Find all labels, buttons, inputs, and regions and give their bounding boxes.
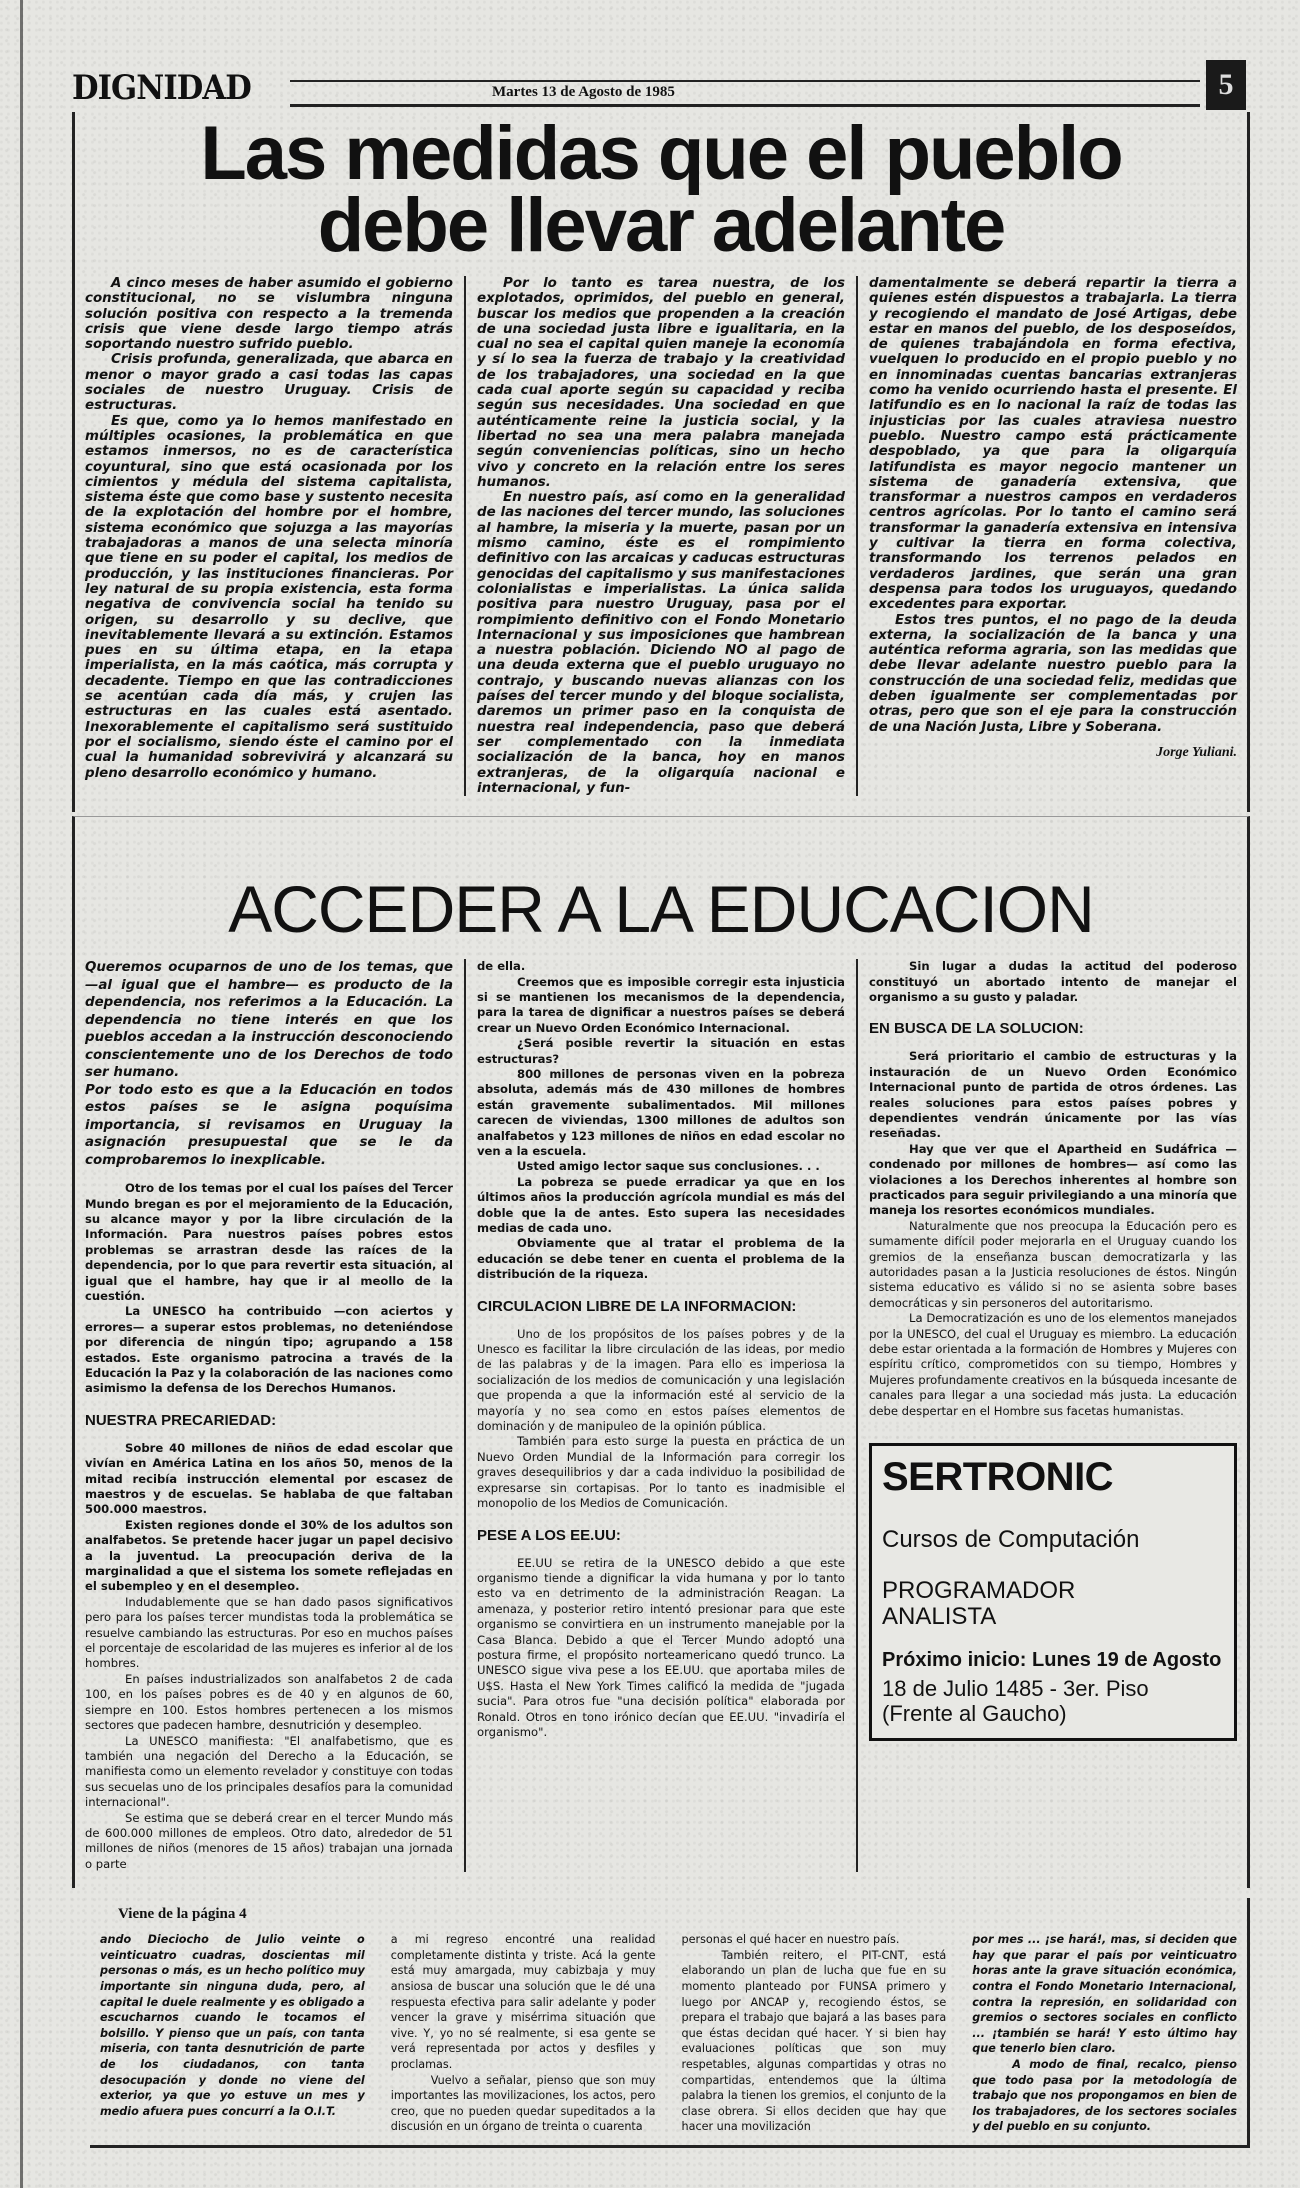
paragraph: Uno de los propósitos de los países pobres y de la Unesco es facilitar la libre circulación de las ideas, por medio de las palabras y de la imagen. Para ello es imperiosa la socialización de los medios de comunicación y una legislación que propenda a que la información esté al servicio de la mayoría y no sea como en estos países elementos de dominación y de manipuleo de la opinión pública. [477, 1326, 845, 1434]
article2-column-3 [856, 959, 1237, 1872]
paragraph: Otro de los temas por el cual los países del Tercer Mundo bregan es por el mejoramiento de la Educación, su alcance mayor y por la libre circulación de la Información. Para nuestros países pobres estos problemas se arrastran desde las raíces de la dependencia, por lo que para revertir esta situación, al igual que el hambre, hay que ir al meollo de la cuestión. [85, 1181, 453, 1303]
sertronic-advertisement [869, 1443, 1237, 1741]
paragraph: La UNESCO manifiesta: "El analfabetismo, que es también una negación del Derecho a la Educación, se manifiesta como un elemento revelador y constituye con todas sus secuelas uno de los principales desafíos para la comunidad internacional". [85, 1733, 454, 1810]
section-subhead: PESE A LOS EE.UU: [477, 1526, 621, 1544]
continuation-columns [100, 1932, 1237, 2135]
paragraph: Por lo tanto es tarea nuestra, de los explotados, oprimidos, del pueblo en general, buscar los medios que propenden a la creación de una sociedad justa libre e igualitaria, en la cual no sea el capital quien maneje la economía y sí lo sea la fuerza de trabajo y la creatividad de los trabajadores, una sociedad en la que cada cual aporte según su capacidad y reciba según sus necesidades. Una sociedad en que auténticamente reine la justicia social, y la libertad no sea una mera palabra manejada según conveniencias políticas, sino un hecho vivo y concreto en la relación entre los seres humanos. [477, 276, 845, 490]
paragraph: de ella. [477, 959, 526, 974]
article-headline: ACCEDER A LA EDUCACION [228, 872, 1094, 947]
article-frame [72, 816, 1250, 1888]
ad-start-date: Próximo inicio: Lunes 19 de Agosto [882, 1649, 1222, 1672]
paragraph: A cinco meses de haber asumido el gobierno constitucional, no se vislumbra ninguna solución positiva con respecto a la tremenda crisis que viene desde largo tiempo atrás soportando nuestro sufrido pueblo. [85, 276, 453, 353]
ad-program: ANALISTA [882, 1603, 997, 1631]
paragraph: La Democratización es uno de los elementos manejados por la UNESCO, del cual el Uruguay es miembro. La educación debe estar orientada a la formación de Hombres y Mujeres con espíritu crítico, comprometidos con su tiempo, Hombres y Mujeres profundamente creativos en la búsqueda incesante de canales para llegar a una sociedad más justa. La educación debe despertar en el Hombre sus facetas humanistas. [869, 1311, 1237, 1418]
paragraph: La pobreza se puede erradicar ya que en los últimos años la producción agrícola mundial es más del doble que la de antes. Esto supera las necesidades medias de cada uno. [477, 1174, 845, 1235]
page-number: 5 [1206, 60, 1246, 110]
paragraph: Creemos que es imposible corregir esta injusticia si se mantienen los mecanismos de la dependencia, para la tarea de dignificar a nuestros países se deberá crear un Nuevo Orden Económico Internacional. [477, 974, 845, 1035]
article-intro [85, 959, 453, 1169]
continuation-column-2 [391, 1932, 656, 2135]
headline-line: debe llevar adelante [317, 183, 1005, 268]
masthead [72, 64, 1250, 112]
paragraph: La UNESCO ha contribuido —con aciertos y errores— a superar estos problemas, no deteniéndose por diferencia de ningún tipo; agrupando a 158 estados. Este organismo patrocina a través de la Educación la Paz y la colaboración de las naciones como asimismo la defensa de los Derechos Humanos. [85, 1304, 453, 1396]
newspaper-logo: DIGNIDAD [72, 68, 251, 108]
paragraph: EE.UU se retira de la UNESCO debido a que este organismo tiende a dignificar la vida humana y por lo tanto esto va en detrimento de la administración Reagan. La amenaza, y posterior retiro intentó presionar para que este organismo se convirtiera en un instrumento manejable por la Casa Blanca. Debido a que el Tercer Mundo adoptó una postura firme, el propósito norteamericano quedó trunco. La UNESCO sigue viva pese a los EE.UU. que aportaba miles de U$S. Hasta el New York Times calificó la medida de "jugada sucia". Para otros fue "una decisión política" elaborada por Ronald. Otros en tono irónico decían que EE.UU. "invadiría el organismo". [477, 1555, 845, 1739]
ad-brand: SERTRONIC [882, 1455, 1114, 1500]
newspaper-page [72, 0, 1250, 2188]
article2-column-2 [464, 959, 856, 1872]
paragraph: Vuelvo a señalar, pienso que son muy importantes las movilizaciones, los actos, pero creo, que no pueden quedar supeditados a la discusión en un órgano de treinta o cuarenta [390, 2073, 656, 2134]
paragraph: a mi regreso encontré una realidad completamente distinta y triste. Acá la gente está muy amargada, muy cabizbaja y muy ansiosa de buscar una solución que le dé una respuesta efectiva para salir adelante y poder vencer la grave y misérrima situación que vive. Y, yo no sé realmente, si esa gente se verá representada por actos y desfiles y proclamas. [390, 1933, 656, 2071]
article1-column-3 [856, 276, 1237, 796]
section-subhead: CIRCULACION LIBRE DE LA INFORMACION: [477, 1297, 797, 1315]
masthead-rule [290, 104, 1200, 107]
paragraph: ¿Será posible revertir la situación en estas estructuras? [477, 1036, 845, 1066]
paragraph: Estos tres puntos, el no pago de la deuda externa, la socialización de la banca y una auténtica reforma agraria, son las medidas que debe llevar adelante nuestro pueblo para la construcción de una sociedad feliz, medidas que deben igualmente ser complementadas por otras, pero que son el eje para la construcción de una Nación Justa, Libre y Soberana. [869, 612, 1237, 735]
paragraph: También para esto surge la puesta en práctica de un Nuevo Orden Mundial de la Información para corregir los graves desequilibrios y dar a cada individuo la posibilidad de expresarse sin cortapisas. Por lo tanto es inadmisible el monopolio de los Medios de Comunicación. [477, 1434, 845, 1511]
article1-column-2 [464, 276, 856, 796]
paragraph: Naturalmente que nos preocupa la Educación pero es sumamente difícil poder mejorarla en el Uruguay cuando los gremios de la enseñanza buscan democratizarla y las autoridades pasan a la Justicia resoluciones de éstos. Ningún sistema educativo es válido si no se asienta sobre bases democráticas y sin personeros del autoritarismo. [869, 1218, 1237, 1310]
continuation-column-4 [972, 1932, 1237, 2135]
ad-address-line: 18 de Julio 1485 - 3er. Piso [882, 1676, 1149, 1702]
ad-programs [882, 1578, 1224, 1630]
article1-column-1 [85, 276, 464, 796]
paragraph: Indudablemente que se han dado pasos significativos pero para los países tercer mundistas toda la problemática se resuelve cambiando las estructuras. Por eso en muchos países el porcentaje de escolaridad de las mujeres es inferior al de los hombres. [85, 1594, 453, 1671]
article-body [85, 1181, 453, 1872]
continuation-frame [90, 1898, 1250, 2148]
paragraph: En países industrializados son analfabetos 2 de cada 100, en los países pobres es de 40 y en algunos de 60, siempre en 100. Estos hombres pertenecen a los mismos sectores que padecen hambre, desnutrición y desempleo. [85, 1671, 453, 1733]
paragraph: Obviamente que al tratar el problema de la educación se debe tener en cuenta el problema de la distribución de la riqueza. [477, 1236, 845, 1282]
paragraph: A modo de final, recalco, pienso que todo pasa por la metodología de trabajo que nos propongamos en bien de los trabajadores, de los sectores sociales y del pueblo en su conjunto. [972, 2057, 1237, 2134]
masthead-rule [290, 80, 1200, 82]
paragraph: Usted amigo lector saque sus conclusiones. . . [517, 1159, 820, 1174]
paragraph: Por todo esto es que a la Educación en todos estos países se le asigna poquísima importancia, si revisamos en Uruguay la asignación presupuestal que se le da comprobaremos lo inexplicable. [85, 1082, 453, 1168]
issue-date: Martes 13 de Agosto de 1985 [492, 84, 675, 100]
page-edge [20, 0, 23, 2188]
article-frame [72, 112, 1250, 812]
paragraph: 800 millones de personas viven en la pobreza absoluta, además más de 430 millones de hombres están gravemente subalimentados. Mil millones carecen de viviendas, 1300 millones de adultos son analfabetos y 123 millones de niños en edad escolar no ven a la escuela. [477, 1066, 845, 1158]
article-headline [85, 111, 1237, 268]
article1-columns [85, 276, 1237, 796]
ad-course: Cursos de Computación [882, 1526, 1140, 1554]
paragraph: damentalmente se deberá repartir la tierra a quienes estén dispuestos a trabajarla. La tierra y recogiendo el mandato de José Artigas, debe estar en manos del pueblo, de los desposeídos, de quienes trabajándola en forma efectiva, vuelquen lo producido en el propio pueblo y no en innominadas cuentas bancarias extranjeras como ha venido ocurriendo hasta el presente. El latifundio es en lo nacional la raíz de todas las injusticias por las cuales atraviesa nuestro pueblo. Nuestro campo está prácticamente despoblado, ya que para la oligarquía latifundista es mayor negocio mantener un sistema de ganadería extensiva, que transformar a nuestros campos en verdaderos centros agrícolas. Por lo tanto el camino será transformar la ganadería extensiva en intensiva y cultivar la tierra en forma colectiva, transformando los terrenos pelados en verdaderos jardines, que serán una gran despensa para todos los uruguayos, quedando excedentes para exportar. [869, 276, 1237, 613]
article2-column-1 [85, 959, 464, 1872]
headline-line: Las medidas que el pueblo [200, 111, 1122, 196]
paragraph: En nuestro país, así como en la generalidad de las naciones del tercer mundo, las soluciones al hambre, la miseria y la muerte, pasan por un mismo camino, éste es el rompimiento definitivo con las arcaicas y caducas estructuras genocidas del capitalismo y sus manifestaciones colonialistas e imperialistas. La única salida positiva para nuestro Uruguay, pasa por el rompimiento definitivo con el Fondo Monetario Internacional y sus imposiciones que hambrean a nuestra población. Diciendo NO al pago de una deuda externa que el pueblo uruguayo no contrajo, y buscando nuevas alianzas con los países del tercer mundo y del bloque socialista, daremos un primer paso en la conquista de nuestra real independencia, paso que deberá ser complementado con la inmediata socialización de la banca, hoy en manos extranjeras, de la oligarquía nacional e internacional, y fun- [477, 490, 845, 796]
section-subhead: EN BUSCA DE LA SOLUCION: [869, 1020, 1084, 1038]
paragraph: Crisis profunda, generalizada, que abarca en menor o mayor grado a casi todas las capas sociales de nuestro Uruguay. Crisis de estructuras. [85, 352, 453, 414]
paragraph: Sobre 40 millones de niños de edad escolar que vivían en América Latina en los años 50, menos de la mitad recibía instrucción elemental por escasez de maestros y de escuelas. Se hablaba de que faltaban 500.000 maestros. [85, 1440, 453, 1517]
paragraph: Será prioritario el cambio de estructuras y la instauración de un Nuevo Orden Económico Internacional punto de partida de otros órdenes. Las reales soluciones para estos países pobres y dependientes vendrán únicamente por las vías reseñadas. [869, 1049, 1237, 1141]
continuation-column-3 [682, 1932, 947, 2135]
paragraph: por mes ... ¡se hará!, mas, si deciden que hay que parar el país por veinticuatro horas ante la grave situación económica, contra el Fondo Monetario Internacional, contra la represión, en solidaridad con gremios o sectores sociales en conflicto ... ¡también se hará! Y esto último hay que tenerlo bien claro. [972, 1933, 1237, 2056]
paragraph: Queremos ocuparnos de uno de los temas, que —al igual que el hambre— es producto de la dependencia, nos referimos a la Educación. La dependencia no tiene interés en que los pueblos accedan a la instrucción desconociendo conscientemente uno de los Derechos de todo ser humano. [85, 960, 453, 1081]
paragraph: Existen regiones donde el 30% de los adultos son analfabetos. Se pretende hacer jugar un papel decisivo a la juventud. La preocupación deriva de la marginalidad a que el sistema los somete reflejadas en el subempleo y en el desempleo. [85, 1517, 453, 1594]
ad-program: PROGRAMADOR [882, 1577, 1076, 1605]
ad-address-line: (Frente al Gaucho) [882, 1701, 1067, 1727]
paragraph: Se estima que se deberá crear en el tercer Mundo más de 600.000 millones de empleos. Otro dato, alrededor de 51 millones de niños (menores de 15 años) trabajan una jornada o parte [85, 1810, 453, 1871]
paragraph: ando Dieciocho de Julio veinte o veinticuatro cuadras, doscientas mil personas o más, es un hecho político muy importante sin ninguna duda, pero, al capital le duele realmente y es obligado a escucharnos cuando le tocamos el bolsillo. Y pienso que un país, con tanta miseria, con tanta desnutrición de parte de los ciudadanos, con tanta desocupación y donde no viene del exterior, ya que yo estuve un mes y medio afuera pues concurrí a la O.I.T. [100, 1933, 365, 2118]
paragraph: personas el qué hacer en nuestro país. [681, 1933, 900, 1947]
paragraph: Es que, como ya lo hemos manifestado en múltiples ocasiones, la problemática en que estamos inmersos, no es de característica coyuntural, sino que está ocasionada por los cimientos y médula del sistema capitalista, sistema éste que como base y sustento necesita de la explotación del hombre por el hombre, sistema económico que sojuzga a las mayorías trabajadoras a manos de una selecta minoría que tiene en su poder el capital, los medios de producción, y las instituciones financieras. Por ley natural de su propia existencia, esta forma negativa de convivencia social ha tenido su origen, su desarrollo y su declive, que inevitablemente llevará a su extinción. Estamos pues en su última etapa, en la etapa imperialista, en la más caótica, más corrupta y decadente. Tiempo en que las contradicciones se acentúan cada día más, y crujen las estructuras en las cuales está asentado. Inexorablemente el capitalismo será sustituido por el socialismo, siendo éste el camino por el cual la humanidad sobrevivirá y alcanzará su pleno desarrollo económico y humano. [85, 413, 453, 781]
paragraph: También reitero, el PIT-CNT, está elaborando un plan de lucha que fue en su momento planteado por FUNSA primero y luego por ANCAP y, recogiendo éstos, se prepara el trabajo que bajará a las bases para que éstas decidan qué hacer. Y si bien hay evaluaciones políticas que son muy respetables, algunas compartidas y otras no compartidas, entendemos que la última palabra la tienen los gremios, el conjunto de la clase obrera. Si ellos deciden que hay que hacer una movilización [681, 1948, 947, 2134]
paragraph: Sin lugar a dudas la actitud del poderoso constituyó un abortado intento de manejar el organismo a su gusto y paladar. [869, 959, 1237, 1004]
article-body [869, 959, 1237, 1419]
article2-columns [85, 959, 1237, 1872]
section-subhead: NUESTRA PRECARIEDAD: [85, 1411, 277, 1429]
ad-address [882, 1676, 1224, 1726]
continuation-column-1 [100, 1932, 365, 2135]
continuation-title: Viene de la página 4 [118, 1906, 247, 1923]
author-byline: Jorge Yuliani. [1156, 744, 1237, 760]
paragraph: Hay que ver que el Apartheid en Sudáfrica —condenado por millones de hombres— así como las violaciones a los Derechos inherentes al hombre son practicados para seguir privilegiando a una minoría que maneja los resortes económicos mundiales. [869, 1141, 1237, 1218]
